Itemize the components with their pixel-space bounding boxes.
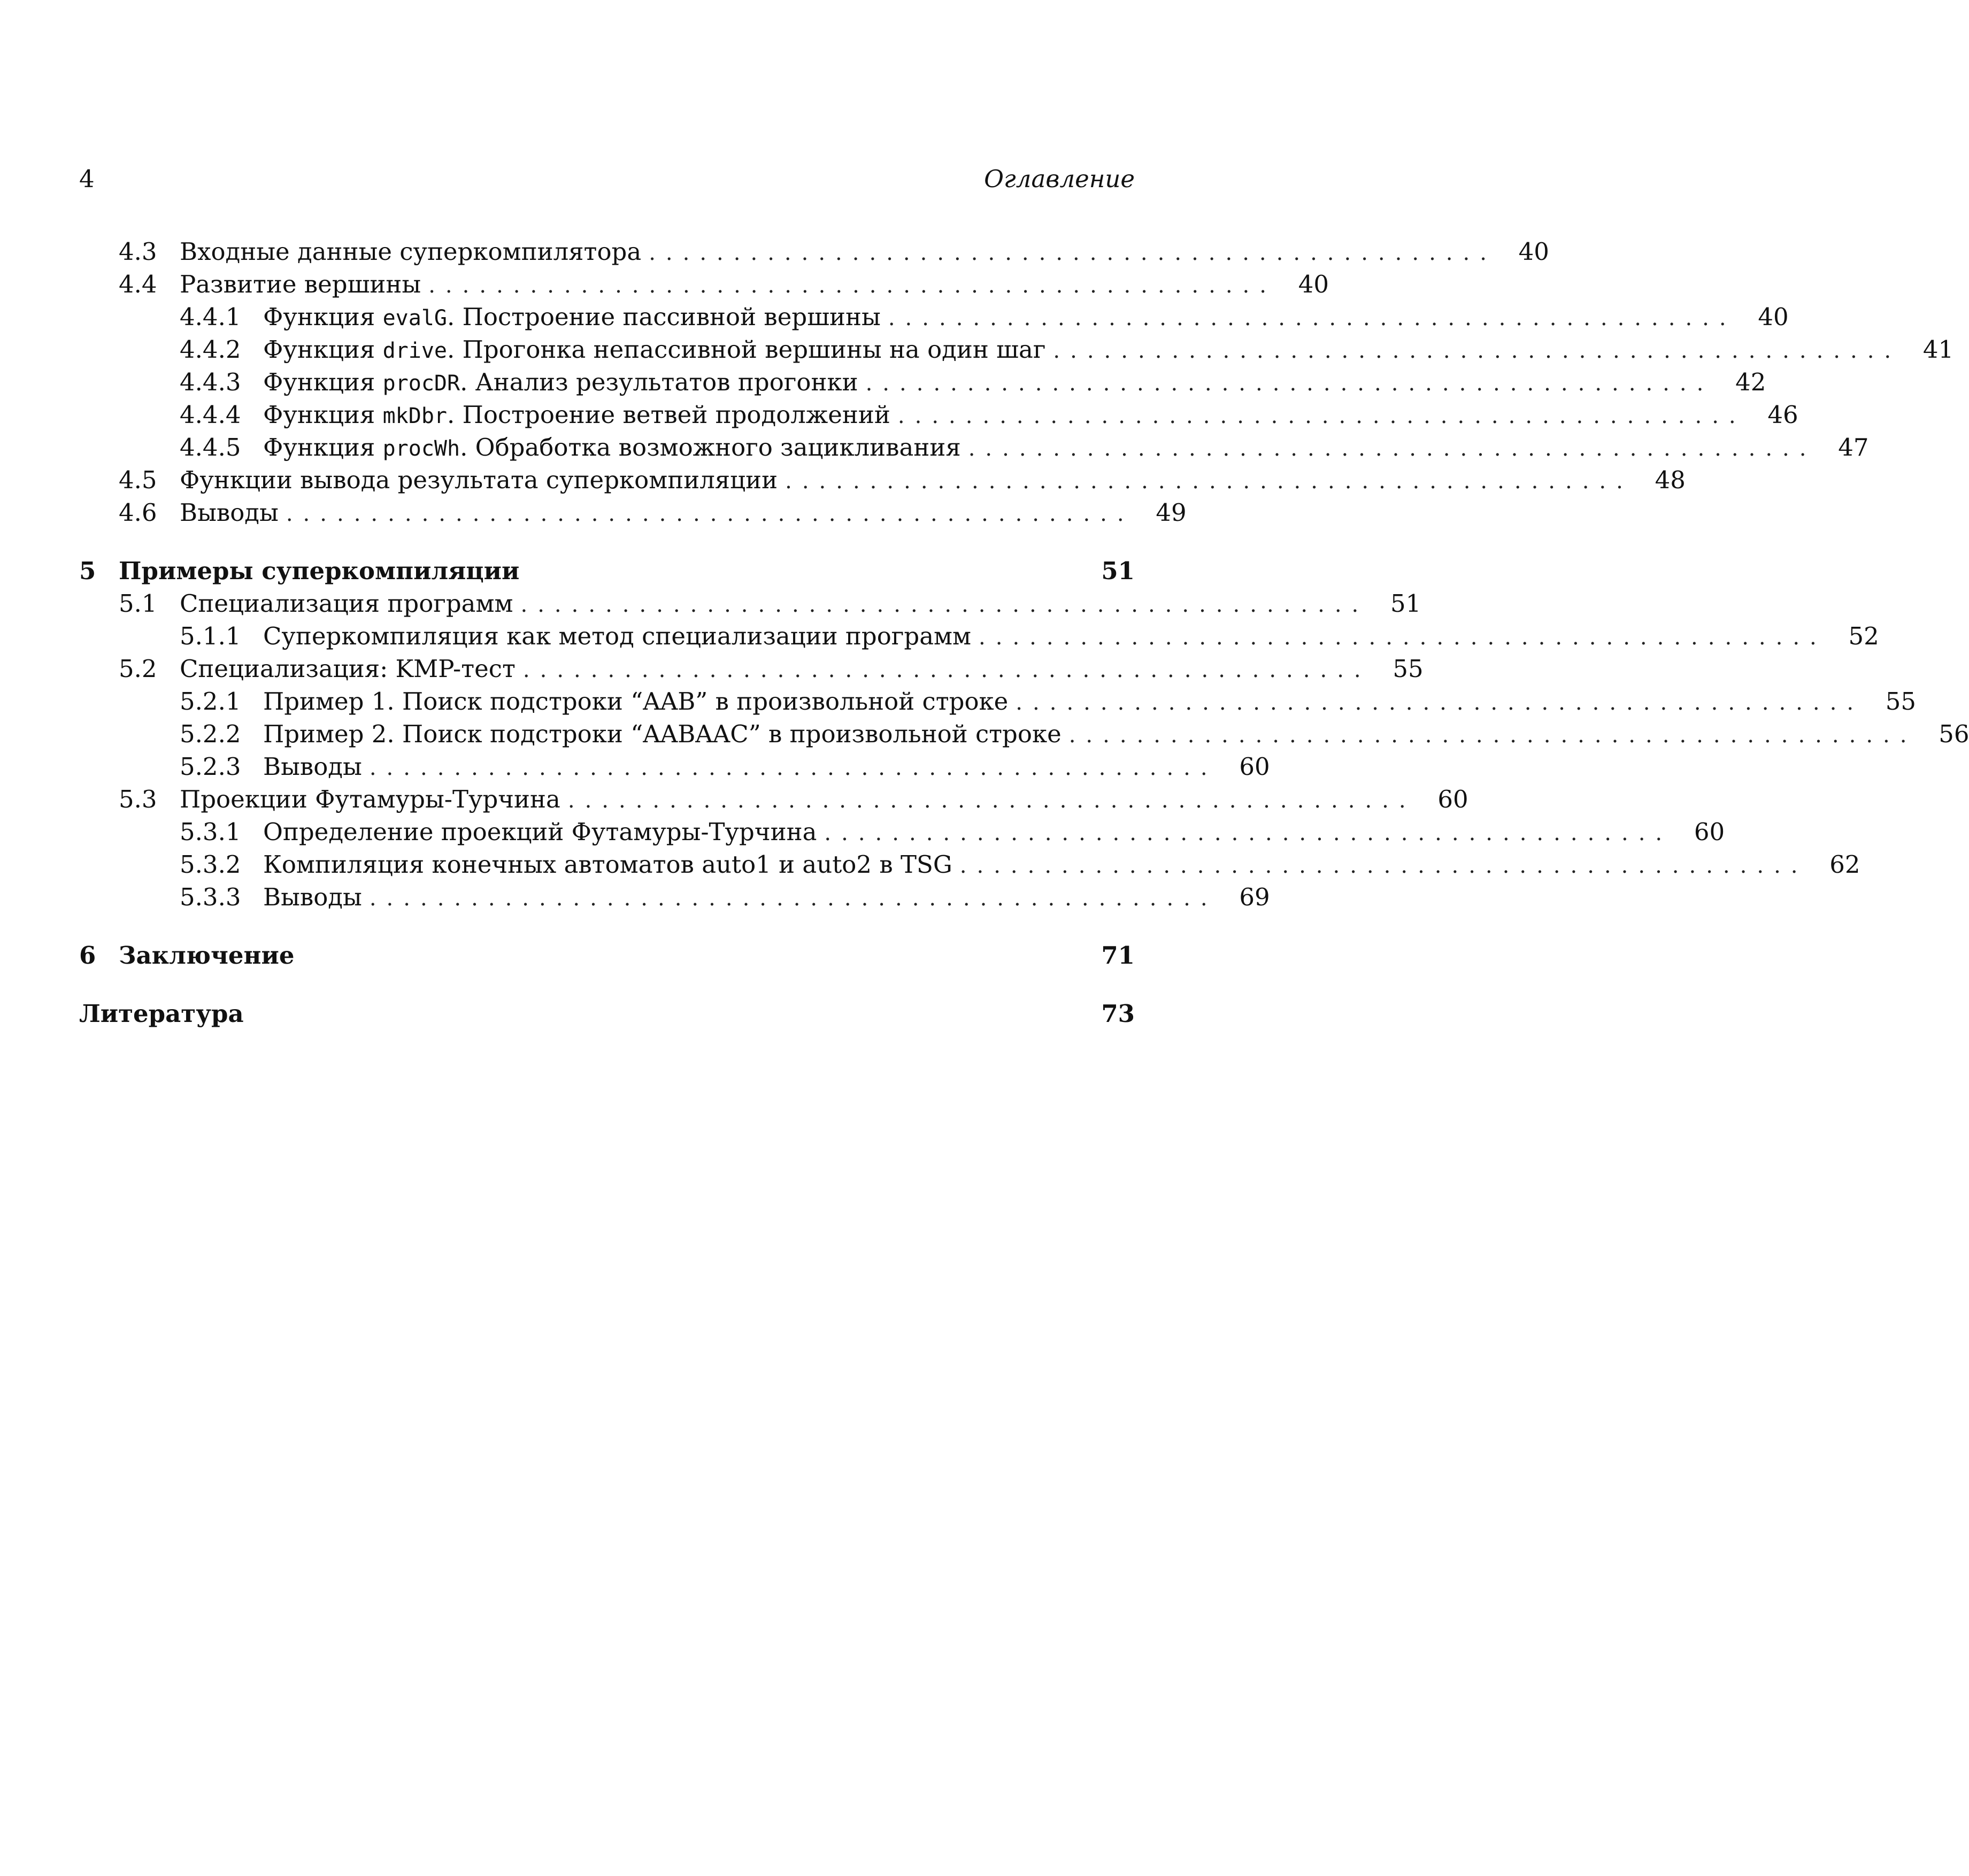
toc-entry-4-6[interactable]	[79, 496, 1187, 529]
toc-entry-title: Проекции Футамуры-Турчина	[180, 785, 560, 813]
toc-entry-5-1[interactable]	[79, 587, 1421, 620]
toc-entry-title: Пример 2. Поиск подстроки “AABAAC” в произвольной строке	[263, 720, 1062, 748]
dot-leader: ..................................................	[522, 658, 1371, 682]
toc-entry-4-4[interactable]	[79, 268, 1329, 301]
toc-chapter-page: 51	[1101, 557, 1135, 585]
toc-entry-4-4-1[interactable]	[79, 301, 1789, 333]
toc-entry-number: 4.4.4	[180, 401, 241, 429]
toc-entry-number: 4.4	[119, 270, 157, 298]
toc-entry-page: 49	[1156, 498, 1187, 527]
toc-entry-page: 69	[1239, 883, 1270, 911]
toc-entry-title: Компиляция конечных автоматов auto1 и auto2 в TSG	[263, 850, 952, 879]
toc-entry-title: Выводы	[180, 498, 279, 527]
toc-entry-page: 56	[1939, 720, 1969, 748]
toc-chapter-5[interactable]	[79, 555, 1135, 587]
toc-entry-4-3[interactable]	[79, 235, 1549, 268]
toc-entry-page: 51	[1390, 589, 1421, 618]
toc-entry-5-3[interactable]	[79, 783, 1468, 816]
dot-leader: ..................................................	[785, 469, 1633, 494]
dot-leader: ..................................................	[369, 756, 1218, 780]
toc-entry-page: 47	[1838, 433, 1869, 462]
toc-entry-title: Функции вывода результата суперкомпиляции	[180, 466, 778, 494]
toc-entry-number: 5.2.2	[180, 720, 241, 748]
toc-entry-title: Выводы	[263, 752, 362, 781]
toc-entry-number: 4.4.2	[180, 335, 241, 364]
toc-chapter-number: 6	[79, 941, 96, 970]
table-of-contents	[79, 235, 1969, 1030]
toc-entry-page: 60	[1437, 785, 1468, 813]
dot-leader: ..................................................	[979, 625, 1827, 650]
toc-entry-5-2-1[interactable]	[79, 685, 1917, 718]
toc-entry-title: Входные данные суперкомпилятора	[180, 237, 642, 266]
toc-entry-page: 40	[1298, 270, 1329, 298]
page-header	[79, 160, 1135, 198]
toc-entry-4-4-5[interactable]	[79, 431, 1869, 464]
toc-chapter-number: 5	[79, 557, 96, 585]
toc-entry-number: 5.3.3	[180, 883, 241, 911]
toc-entry-4-5[interactable]	[79, 464, 1686, 496]
toc-entry-5-2-2[interactable]	[79, 718, 1969, 750]
dot-leader: ..................................................	[824, 821, 1673, 845]
dot-leader: ..................................................	[1068, 723, 1917, 748]
toc-entry-title: Функция evalG. Построение пассивной вершины	[263, 303, 881, 331]
toc-entry-page: 41	[1922, 335, 1954, 364]
toc-entry-5-2[interactable]	[79, 652, 1424, 685]
dot-leader: ..................................................	[888, 306, 1736, 330]
function-name: procDR	[382, 371, 460, 396]
dot-leader: ..................................................	[897, 404, 1746, 428]
toc-entry-5-3-1[interactable]	[79, 816, 1725, 848]
dot-leader: ..................................................	[968, 436, 1817, 461]
toc-entry-page: 46	[1767, 401, 1798, 429]
toc-chapter-title: Заключение	[119, 941, 295, 970]
toc-entry-title: Функция mkDbr. Построение ветвей продолжений	[263, 401, 890, 429]
toc-chapter-6[interactable]	[79, 939, 1135, 972]
dot-leader: ..................................................	[649, 241, 1497, 265]
toc-chapter-title: Литература	[79, 999, 244, 1028]
toc-entry-number: 5.2	[119, 655, 157, 683]
dot-leader: ..................................................	[1016, 690, 1864, 715]
toc-entry-page: 40	[1758, 303, 1789, 331]
toc-entry-5-3-3[interactable]	[79, 881, 1270, 913]
toc-entry-number: 5.1	[119, 589, 157, 618]
toc-entry-number: 4.4.3	[180, 368, 241, 396]
toc-entry-title: Функция procWh. Обработка возможного зацикливания	[263, 433, 961, 462]
function-name: mkDbr	[382, 404, 447, 428]
toc-entry-title: Функция drive. Прогонка непассивной вершины на один шаг	[263, 335, 1046, 364]
dot-leader: ..................................................	[428, 273, 1276, 298]
toc-entry-number: 5.2.1	[180, 687, 241, 716]
toc-entry-title: Функция procDR. Анализ результатов прогонки	[263, 368, 858, 396]
toc-entry-title: Специализация программ	[180, 589, 513, 618]
toc-entry-title: Суперкомпиляция как метод специализации программ	[263, 622, 972, 650]
toc-entry-number: 4.4.1	[180, 303, 241, 331]
toc-entry-page: 40	[1518, 237, 1549, 266]
function-name: evalG	[382, 306, 447, 330]
toc-entry-page: 48	[1655, 466, 1686, 494]
toc-chapter-literature[interactable]	[79, 997, 1135, 1030]
toc-entry-page: 62	[1829, 850, 1860, 879]
toc-entry-4-4-4[interactable]	[79, 398, 1798, 431]
function-name: procWh	[382, 436, 460, 461]
toc-entry-number: 4.5	[119, 466, 157, 494]
toc-entry-page: 60	[1694, 818, 1725, 846]
toc-entry-number: 5.2.3	[180, 752, 241, 781]
toc-entry-page: 55	[1393, 655, 1424, 683]
toc-entry-page: 42	[1735, 368, 1766, 396]
dot-leader: ..................................................	[286, 502, 1134, 526]
running-title: Оглавление	[984, 165, 1135, 193]
toc-entry-title: Специализация: KMP-тест	[180, 655, 516, 683]
dot-leader: ..................................................	[520, 593, 1369, 617]
toc-entry-number: 4.4.5	[180, 433, 241, 462]
dot-leader: ..................................................	[1053, 339, 1902, 363]
toc-entry-page: 60	[1239, 752, 1270, 781]
toc-entry-4-4-2[interactable]	[79, 333, 1954, 366]
dot-leader: ..................................................	[567, 788, 1416, 813]
toc-entry-4-4-3[interactable]	[79, 366, 1766, 398]
toc-entry-5-2-3[interactable]	[79, 750, 1270, 783]
toc-chapter-title: Примеры суперкомпиляции	[119, 557, 520, 585]
toc-entry-title: Развитие вершины	[180, 270, 421, 298]
toc-entry-title: Определение проекций Футамуры-Турчина	[263, 818, 817, 846]
toc-entry-number: 5.3	[119, 785, 157, 813]
dot-leader: ..................................................	[865, 371, 1714, 396]
page-number: 4	[79, 165, 95, 193]
toc-entry-page: 55	[1885, 687, 1917, 716]
toc-entry-title: Пример 1. Поиск подстроки “AAB” в произвольной строке	[263, 687, 1009, 716]
toc-entry-number: 4.3	[119, 237, 157, 266]
toc-entry-number: 4.6	[119, 498, 157, 527]
toc-entry-5-1-1[interactable]	[79, 620, 1879, 652]
toc-entry-title: Выводы	[263, 883, 362, 911]
toc-entry-number: 5.1.1	[180, 622, 241, 650]
dot-leader: ..................................................	[959, 854, 1808, 878]
toc-chapter-page: 73	[1101, 999, 1135, 1028]
toc-entry-5-3-2[interactable]	[79, 848, 1860, 881]
toc-chapter-page: 71	[1101, 941, 1135, 970]
dot-leader: ..................................................	[369, 886, 1218, 911]
toc-entry-number: 5.3.2	[180, 850, 241, 879]
toc-entry-page: 52	[1848, 622, 1879, 650]
toc-entry-number: 5.3.1	[180, 818, 241, 846]
function-name: drive	[382, 339, 447, 363]
